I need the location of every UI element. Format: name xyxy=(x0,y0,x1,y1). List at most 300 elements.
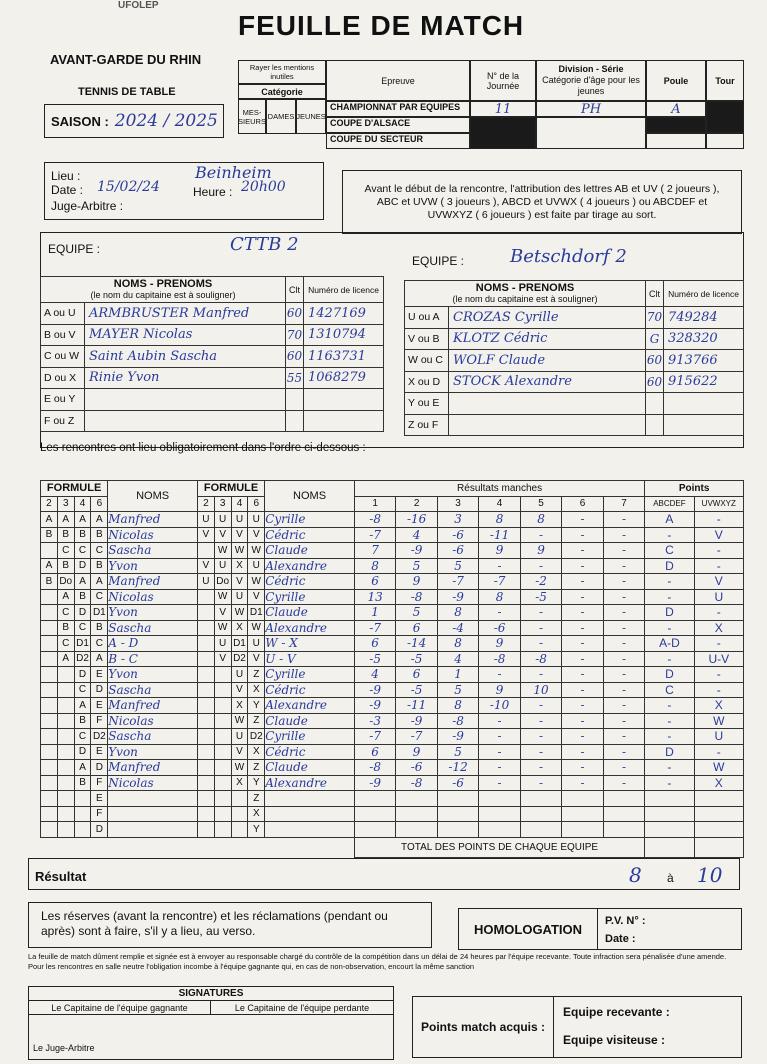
journee-value[interactable]: 11 xyxy=(470,101,536,117)
points-away-cell[interactable]: U xyxy=(694,589,743,605)
formule-right-letter xyxy=(214,822,231,838)
set-score-cell[interactable]: 6 xyxy=(354,574,395,590)
away-player-cell[interactable]: Claude xyxy=(265,760,355,776)
set-score-cell[interactable]: - xyxy=(603,512,644,528)
set-score-cell[interactable]: - xyxy=(562,558,603,574)
set-score-cell[interactable] xyxy=(562,806,603,822)
away-player-cell[interactable]: Cédric xyxy=(265,744,355,760)
home-player-cell[interactable]: Manfred xyxy=(108,574,198,590)
points-away-cell[interactable]: U-V xyxy=(694,651,743,667)
set-score-cell[interactable]: -7 xyxy=(479,574,520,590)
away-player-name[interactable] xyxy=(449,393,646,415)
home-player-licence[interactable] xyxy=(304,410,384,432)
points-away-cell[interactable]: - xyxy=(694,512,743,528)
set-score-cell[interactable]: 1 xyxy=(437,667,478,683)
home-player-cell[interactable]: Manfred xyxy=(108,760,198,776)
away-player-cell[interactable]: Cyrille xyxy=(265,512,355,528)
set-score-cell[interactable]: -3 xyxy=(354,713,395,729)
points-away-cell[interactable]: W xyxy=(694,760,743,776)
set-score-cell[interactable]: - xyxy=(562,729,603,745)
set-score-cell[interactable] xyxy=(354,822,395,838)
set-score-cell[interactable] xyxy=(520,806,561,822)
set-score-cell[interactable] xyxy=(603,806,644,822)
home-player-cell[interactable] xyxy=(108,806,198,822)
away-player-cell[interactable]: U - V xyxy=(265,651,355,667)
set-score-cell[interactable]: - xyxy=(520,698,561,714)
home-player-cell[interactable]: Yvon xyxy=(108,605,198,621)
away-player-cell[interactable]: W - X xyxy=(265,636,355,652)
away-player-cell[interactable] xyxy=(265,806,355,822)
sig-gagnante[interactable]: Le Capitaine de l'équipe gagnante xyxy=(29,1001,211,1015)
points-home-cell[interactable] xyxy=(645,822,694,838)
points-home-cell[interactable]: - xyxy=(645,527,694,543)
home-player-licence[interactable]: 1310794 xyxy=(304,324,384,346)
set-score-cell[interactable]: - xyxy=(603,698,644,714)
points-away-cell[interactable]: X xyxy=(694,698,743,714)
set-score-cell[interactable]: - xyxy=(520,775,561,791)
set-score-cell[interactable]: -9 xyxy=(354,682,395,698)
set-score-cell[interactable]: - xyxy=(520,713,561,729)
away-player-licence[interactable] xyxy=(664,393,744,415)
points-home-cell[interactable] xyxy=(645,806,694,822)
set-score-cell[interactable]: 13 xyxy=(354,589,395,605)
home-player-name[interactable]: Rinie Yvon xyxy=(85,367,286,389)
set-score-cell[interactable]: - xyxy=(479,667,520,683)
away-player-name[interactable]: STOCK Alexandre xyxy=(449,371,646,393)
set-score-cell[interactable]: - xyxy=(603,713,644,729)
set-score-cell[interactable] xyxy=(354,791,395,807)
away-player-licence[interactable]: 915622 xyxy=(664,371,744,393)
set-score-cell[interactable] xyxy=(354,806,395,822)
set-score-cell[interactable]: -8 xyxy=(479,651,520,667)
away-player-cell[interactable]: Alexandre xyxy=(265,775,355,791)
points-home-cell[interactable]: - xyxy=(645,574,694,590)
away-player-licence[interactable] xyxy=(664,414,744,436)
set-score-cell[interactable]: -16 xyxy=(396,512,437,528)
away-player-cell[interactable]: Cédric xyxy=(265,527,355,543)
away-player-cell[interactable]: Claude xyxy=(265,605,355,621)
points-home-cell[interactable]: - xyxy=(645,589,694,605)
away-player-cell[interactable]: Cyrille xyxy=(265,589,355,605)
resultat-home[interactable]: 8 xyxy=(629,863,642,887)
points-away-cell[interactable]: X xyxy=(694,775,743,791)
set-score-cell[interactable]: -2 xyxy=(520,574,561,590)
set-score-cell[interactable] xyxy=(396,822,437,838)
points-away-cell[interactable] xyxy=(694,822,743,838)
points-home-cell[interactable]: C xyxy=(645,543,694,559)
set-score-cell[interactable]: 6 xyxy=(354,744,395,760)
home-player-cell[interactable]: Yvon xyxy=(108,744,198,760)
division-empty[interactable] xyxy=(536,117,646,149)
home-player-clt[interactable]: 60 xyxy=(286,346,304,368)
home-player-licence[interactable] xyxy=(304,389,384,411)
set-score-cell[interactable]: -5 xyxy=(396,651,437,667)
epreuve-coupe-secteur[interactable]: COUPE DU SECTEUR xyxy=(326,133,470,149)
set-score-cell[interactable]: -8 xyxy=(396,775,437,791)
set-score-cell[interactable]: 9 xyxy=(479,682,520,698)
home-player-cell[interactable]: Sascha xyxy=(108,620,198,636)
away-player-cell[interactable]: Claude xyxy=(265,543,355,559)
points-home-cell[interactable]: D xyxy=(645,558,694,574)
cat-dames[interactable]: DAMES xyxy=(266,99,296,134)
set-score-cell[interactable]: -9 xyxy=(354,698,395,714)
cat-jeunes[interactable]: JEUNES xyxy=(296,99,326,134)
set-score-cell[interactable]: - xyxy=(603,543,644,559)
set-score-cell[interactable]: - xyxy=(562,636,603,652)
home-player-cell[interactable]: Nicolas xyxy=(108,713,198,729)
set-score-cell[interactable]: 9 xyxy=(479,636,520,652)
set-score-cell[interactable]: 10 xyxy=(520,682,561,698)
set-score-cell[interactable]: - xyxy=(603,744,644,760)
away-player-cell[interactable]: Claude xyxy=(265,713,355,729)
set-score-cell[interactable]: -6 xyxy=(396,760,437,776)
points-away-cell[interactable]: V xyxy=(694,527,743,543)
set-score-cell[interactable]: - xyxy=(562,760,603,776)
away-player-licence[interactable]: 913766 xyxy=(664,350,744,372)
home-player-cell[interactable]: Yvon xyxy=(108,667,198,683)
set-score-cell[interactable]: -8 xyxy=(520,651,561,667)
home-player-cell[interactable]: Nicolas xyxy=(108,775,198,791)
set-score-cell[interactable]: -6 xyxy=(437,543,478,559)
away-player-cell[interactable]: Alexandre xyxy=(265,558,355,574)
home-player-licence[interactable]: 1427169 xyxy=(304,303,384,325)
away-player-name[interactable]: WOLF Claude xyxy=(449,350,646,372)
set-score-cell[interactable]: 5 xyxy=(396,605,437,621)
away-player-clt[interactable] xyxy=(646,414,664,436)
set-score-cell[interactable]: -5 xyxy=(520,589,561,605)
home-player-clt[interactable] xyxy=(286,389,304,411)
equipe-visiteuse-label[interactable]: Equipe visiteuse : xyxy=(563,1033,666,1047)
away-player-name[interactable] xyxy=(449,414,646,436)
away-player-clt[interactable]: 60 xyxy=(646,371,664,393)
set-score-cell[interactable]: - xyxy=(603,636,644,652)
set-score-cell[interactable]: 8 xyxy=(479,589,520,605)
set-score-cell[interactable]: - xyxy=(603,651,644,667)
set-score-cell[interactable]: 9 xyxy=(396,744,437,760)
set-score-cell[interactable]: 9 xyxy=(396,574,437,590)
set-score-cell[interactable]: - xyxy=(603,760,644,776)
points-away-cell[interactable] xyxy=(694,806,743,822)
home-player-cell[interactable]: Sascha xyxy=(108,543,198,559)
set-score-cell[interactable] xyxy=(437,806,478,822)
set-score-cell[interactable]: 4 xyxy=(354,667,395,683)
set-score-cell[interactable] xyxy=(520,822,561,838)
set-score-cell[interactable]: 6 xyxy=(354,636,395,652)
away-player-cell[interactable]: Cédric xyxy=(265,682,355,698)
away-player-name[interactable]: CROZAS Cyrille xyxy=(449,307,646,329)
home-player-cell[interactable] xyxy=(108,822,198,838)
set-score-cell[interactable]: 8 xyxy=(520,512,561,528)
set-score-cell[interactable]: -9 xyxy=(354,775,395,791)
points-away-cell[interactable]: X xyxy=(694,620,743,636)
set-score-cell[interactable]: -12 xyxy=(437,760,478,776)
away-player-cell[interactable]: Cédric xyxy=(265,574,355,590)
set-score-cell[interactable]: - xyxy=(562,605,603,621)
set-score-cell[interactable]: - xyxy=(479,558,520,574)
lieu-value[interactable]: Beinheim xyxy=(195,163,272,182)
set-score-cell[interactable]: - xyxy=(479,729,520,745)
set-score-cell[interactable]: 5 xyxy=(437,744,478,760)
epreuve-championnat[interactable]: CHAMPIONNAT PAR EQUIPES xyxy=(326,101,470,117)
set-score-cell[interactable]: - xyxy=(520,760,561,776)
set-score-cell[interactable]: - xyxy=(562,527,603,543)
set-score-cell[interactable]: -9 xyxy=(437,729,478,745)
set-score-cell[interactable]: 8 xyxy=(437,605,478,621)
sig-juge[interactable]: Le Juge-Arbitre xyxy=(33,1043,95,1053)
set-score-cell[interactable]: - xyxy=(562,574,603,590)
set-score-cell[interactable]: 5 xyxy=(437,682,478,698)
set-score-cell[interactable]: 6 xyxy=(396,667,437,683)
set-score-cell[interactable] xyxy=(562,822,603,838)
set-score-cell[interactable]: - xyxy=(562,775,603,791)
points-home-cell[interactable]: D xyxy=(645,667,694,683)
epreuve-grid xyxy=(238,60,744,156)
home-player-clt[interactable] xyxy=(286,410,304,432)
formule-left-letter: A xyxy=(91,651,108,667)
points-away-cell[interactable]: - xyxy=(694,744,743,760)
cat-messieurs[interactable]: MES-SIEURS xyxy=(238,99,266,134)
set-score-cell[interactable]: -14 xyxy=(396,636,437,652)
formule-right-letter: U xyxy=(231,729,248,745)
home-player-name[interactable]: ARMBRUSTER Manfred xyxy=(85,303,286,325)
home-player-name[interactable]: Saint Aubin Sascha xyxy=(85,346,286,368)
set-score-cell[interactable]: -6 xyxy=(479,620,520,636)
set-score-cell[interactable]: - xyxy=(603,729,644,745)
points-home-cell[interactable]: - xyxy=(645,760,694,776)
set-score-cell[interactable]: - xyxy=(479,775,520,791)
set-score-cell[interactable]: -8 xyxy=(437,713,478,729)
set-score-cell[interactable]: - xyxy=(562,512,603,528)
set-score-cell[interactable]: -9 xyxy=(396,713,437,729)
saison-value[interactable]: 2024 / 2025 xyxy=(114,111,218,131)
home-team-name[interactable]: CTTB 2 xyxy=(230,234,299,255)
set-score-cell[interactable]: - xyxy=(603,667,644,683)
set-score-cell[interactable] xyxy=(520,791,561,807)
set-score-cell[interactable]: 7 xyxy=(354,543,395,559)
set-score-cell[interactable]: 5 xyxy=(396,558,437,574)
poule-empty[interactable] xyxy=(646,133,706,149)
away-player-clt[interactable] xyxy=(646,393,664,415)
pv-label[interactable]: P.V. N° : xyxy=(605,915,646,927)
home-player-cell[interactable]: Manfred xyxy=(108,698,198,714)
away-player-cell[interactable] xyxy=(265,822,355,838)
set-score-cell[interactable] xyxy=(603,791,644,807)
set-score-cell[interactable]: -11 xyxy=(479,527,520,543)
home-player-licence[interactable]: 1163731 xyxy=(304,346,384,368)
away-player-clt[interactable]: 60 xyxy=(646,350,664,372)
set-score-cell[interactable]: -5 xyxy=(354,651,395,667)
set-score-cell[interactable]: 8 xyxy=(437,636,478,652)
home-player-cell[interactable]: Sascha xyxy=(108,682,198,698)
set-score-cell[interactable]: - xyxy=(520,558,561,574)
set-score-cell[interactable]: -5 xyxy=(396,682,437,698)
set-score-cell[interactable]: - xyxy=(520,729,561,745)
set-score-cell[interactable]: 3 xyxy=(437,512,478,528)
set-score-cell[interactable]: - xyxy=(520,636,561,652)
homologation-date-label[interactable]: Date : xyxy=(605,933,636,945)
home-player-name[interactable] xyxy=(85,410,286,432)
points-away-cell[interactable]: - xyxy=(694,558,743,574)
set-score-cell[interactable]: - xyxy=(520,744,561,760)
home-player-cell[interactable]: Nicolas xyxy=(108,527,198,543)
points-home-cell[interactable]: D xyxy=(645,605,694,621)
points-home-cell[interactable]: - xyxy=(645,620,694,636)
away-player-licence[interactable]: 749284 xyxy=(664,307,744,329)
set-score-cell[interactable]: - xyxy=(603,605,644,621)
home-player-clt[interactable]: 60 xyxy=(286,303,304,325)
set-score-cell[interactable]: - xyxy=(603,558,644,574)
set-score-cell[interactable]: 6 xyxy=(396,620,437,636)
set-score-cell[interactable]: 4 xyxy=(396,527,437,543)
set-score-cell[interactable]: - xyxy=(520,667,561,683)
away-player-clt[interactable]: 70 xyxy=(646,307,664,329)
points-away-cell[interactable]: - xyxy=(694,636,743,652)
set-score-cell[interactable]: - xyxy=(562,543,603,559)
total-away-cell[interactable] xyxy=(694,837,743,857)
set-score-cell[interactable] xyxy=(437,791,478,807)
set-score-cell[interactable] xyxy=(603,822,644,838)
set-score-cell[interactable]: -8 xyxy=(354,512,395,528)
equipe-recevante-label[interactable]: Equipe recevante : xyxy=(563,1005,670,1019)
set-score-cell[interactable]: - xyxy=(479,744,520,760)
points-away-cell[interactable]: - xyxy=(694,667,743,683)
points-away-cell[interactable] xyxy=(694,791,743,807)
away-player-licence[interactable]: 328320 xyxy=(664,328,744,350)
points-away-cell[interactable]: U xyxy=(694,729,743,745)
away-player-cell[interactable]: Alexandre xyxy=(265,620,355,636)
date-value[interactable]: 15/02/24 xyxy=(97,179,160,195)
home-player-cell[interactable]: Sascha xyxy=(108,729,198,745)
set-score-cell[interactable]: 9 xyxy=(520,543,561,559)
set-score-cell[interactable]: - xyxy=(562,589,603,605)
set-score-cell[interactable]: 8 xyxy=(354,558,395,574)
points-away-cell[interactable]: V xyxy=(694,574,743,590)
set-score-cell[interactable]: 5 xyxy=(437,558,478,574)
set-score-cell[interactable]: 1 xyxy=(354,605,395,621)
points-home-cell[interactable]: A xyxy=(645,512,694,528)
sig-perdante[interactable]: Le Capitaine de l'équipe perdante xyxy=(211,1001,393,1015)
home-player-cell[interactable]: Manfred xyxy=(108,512,198,528)
away-player-cell[interactable]: Cyrille xyxy=(265,729,355,745)
set-score-cell[interactable]: - xyxy=(520,527,561,543)
home-player-clt[interactable]: 55 xyxy=(286,367,304,389)
points-home-cell[interactable]: - xyxy=(645,713,694,729)
set-score-cell[interactable] xyxy=(479,791,520,807)
division-value[interactable]: PH xyxy=(536,101,646,117)
set-score-cell[interactable]: -7 xyxy=(437,574,478,590)
set-score-cell[interactable]: -8 xyxy=(396,589,437,605)
points-away-cell[interactable]: W xyxy=(694,713,743,729)
points-home-cell[interactable] xyxy=(645,791,694,807)
set-score-cell[interactable] xyxy=(479,822,520,838)
set-score-cell[interactable]: - xyxy=(562,713,603,729)
home-player-cell[interactable]: Yvon xyxy=(108,558,198,574)
points-home-cell[interactable]: A-D xyxy=(645,636,694,652)
set-score-cell[interactable]: - xyxy=(562,620,603,636)
set-score-cell[interactable] xyxy=(396,791,437,807)
set-score-cell[interactable]: - xyxy=(520,620,561,636)
set-score-cell[interactable]: - xyxy=(603,620,644,636)
home-player-cell[interactable]: Nicolas xyxy=(108,589,198,605)
home-player-cell[interactable]: B - C xyxy=(108,651,198,667)
resultat-away[interactable]: 10 xyxy=(697,863,723,887)
set-score-cell[interactable] xyxy=(479,806,520,822)
set-score-cell[interactable]: - xyxy=(479,713,520,729)
points-home-cell[interactable]: D xyxy=(645,744,694,760)
points-home-cell[interactable]: - xyxy=(645,775,694,791)
heure-value[interactable]: 20h00 xyxy=(241,179,286,195)
set-score-cell[interactable]: -4 xyxy=(437,620,478,636)
epreuve-coupe-alsace[interactable]: COUPE D'ALSACE xyxy=(326,117,470,133)
set-score-cell[interactable]: -6 xyxy=(437,775,478,791)
set-score-cell[interactable]: -7 xyxy=(354,527,395,543)
set-score-cell[interactable]: -7 xyxy=(396,729,437,745)
total-home-cell[interactable] xyxy=(645,837,694,857)
set-score-cell[interactable]: - xyxy=(603,682,644,698)
set-score-cell[interactable]: - xyxy=(562,651,603,667)
home-player-name[interactable]: MAYER Nicolas xyxy=(85,324,286,346)
points-away-cell[interactable]: - xyxy=(694,682,743,698)
set-score-cell[interactable]: - xyxy=(520,605,561,621)
set-score-cell[interactable]: - xyxy=(562,667,603,683)
set-score-cell[interactable]: - xyxy=(603,775,644,791)
set-score-cell[interactable]: -11 xyxy=(396,698,437,714)
set-score-cell[interactable]: - xyxy=(562,744,603,760)
home-player-licence[interactable]: 1068279 xyxy=(304,367,384,389)
set-score-cell[interactable]: - xyxy=(603,527,644,543)
away-player-cell[interactable] xyxy=(265,791,355,807)
home-player-name[interactable] xyxy=(85,389,286,411)
poule-value[interactable]: A xyxy=(646,101,706,117)
set-score-cell[interactable]: -7 xyxy=(354,620,395,636)
points-home-cell[interactable]: - xyxy=(645,651,694,667)
away-player-cell[interactable]: Cyrille xyxy=(265,667,355,683)
set-score-cell[interactable]: - xyxy=(603,589,644,605)
points-home-cell[interactable]: C xyxy=(645,682,694,698)
home-player-cell[interactable]: A - D xyxy=(108,636,198,652)
set-score-cell[interactable] xyxy=(396,806,437,822)
points-away-cell[interactable]: - xyxy=(694,605,743,621)
set-score-cell[interactable] xyxy=(437,822,478,838)
set-score-cell[interactable]: 8 xyxy=(437,698,478,714)
home-player-cell[interactable] xyxy=(108,791,198,807)
tour-empty[interactable] xyxy=(706,133,744,149)
set-score-cell[interactable]: - xyxy=(562,698,603,714)
set-score-cell[interactable]: -9 xyxy=(396,543,437,559)
points-home-cell[interactable]: - xyxy=(645,698,694,714)
set-score-cell[interactable]: -7 xyxy=(354,729,395,745)
set-score-cell[interactable] xyxy=(562,791,603,807)
set-score-cell[interactable]: - xyxy=(479,605,520,621)
set-score-cell[interactable]: -9 xyxy=(437,589,478,605)
set-score-cell[interactable]: - xyxy=(562,682,603,698)
set-score-cell[interactable]: 8 xyxy=(479,512,520,528)
home-player-clt[interactable]: 70 xyxy=(286,324,304,346)
points-home-cell[interactable]: - xyxy=(645,729,694,745)
points-away-cell[interactable]: - xyxy=(694,543,743,559)
set-score-cell[interactable]: -8 xyxy=(354,760,395,776)
set-score-cell[interactable]: - xyxy=(479,760,520,776)
away-player-cell[interactable]: Alexandre xyxy=(265,698,355,714)
set-score-cell[interactable]: -10 xyxy=(479,698,520,714)
set-score-cell[interactable]: 9 xyxy=(479,543,520,559)
away-team-name[interactable]: Betschdorf 2 xyxy=(510,246,627,267)
away-player-clt[interactable]: G xyxy=(646,328,664,350)
away-player-name[interactable]: KLOTZ Cédric xyxy=(449,328,646,350)
set-score-cell[interactable]: 4 xyxy=(437,651,478,667)
set-score-cell[interactable]: -6 xyxy=(437,527,478,543)
set-score-cell[interactable]: - xyxy=(603,574,644,590)
